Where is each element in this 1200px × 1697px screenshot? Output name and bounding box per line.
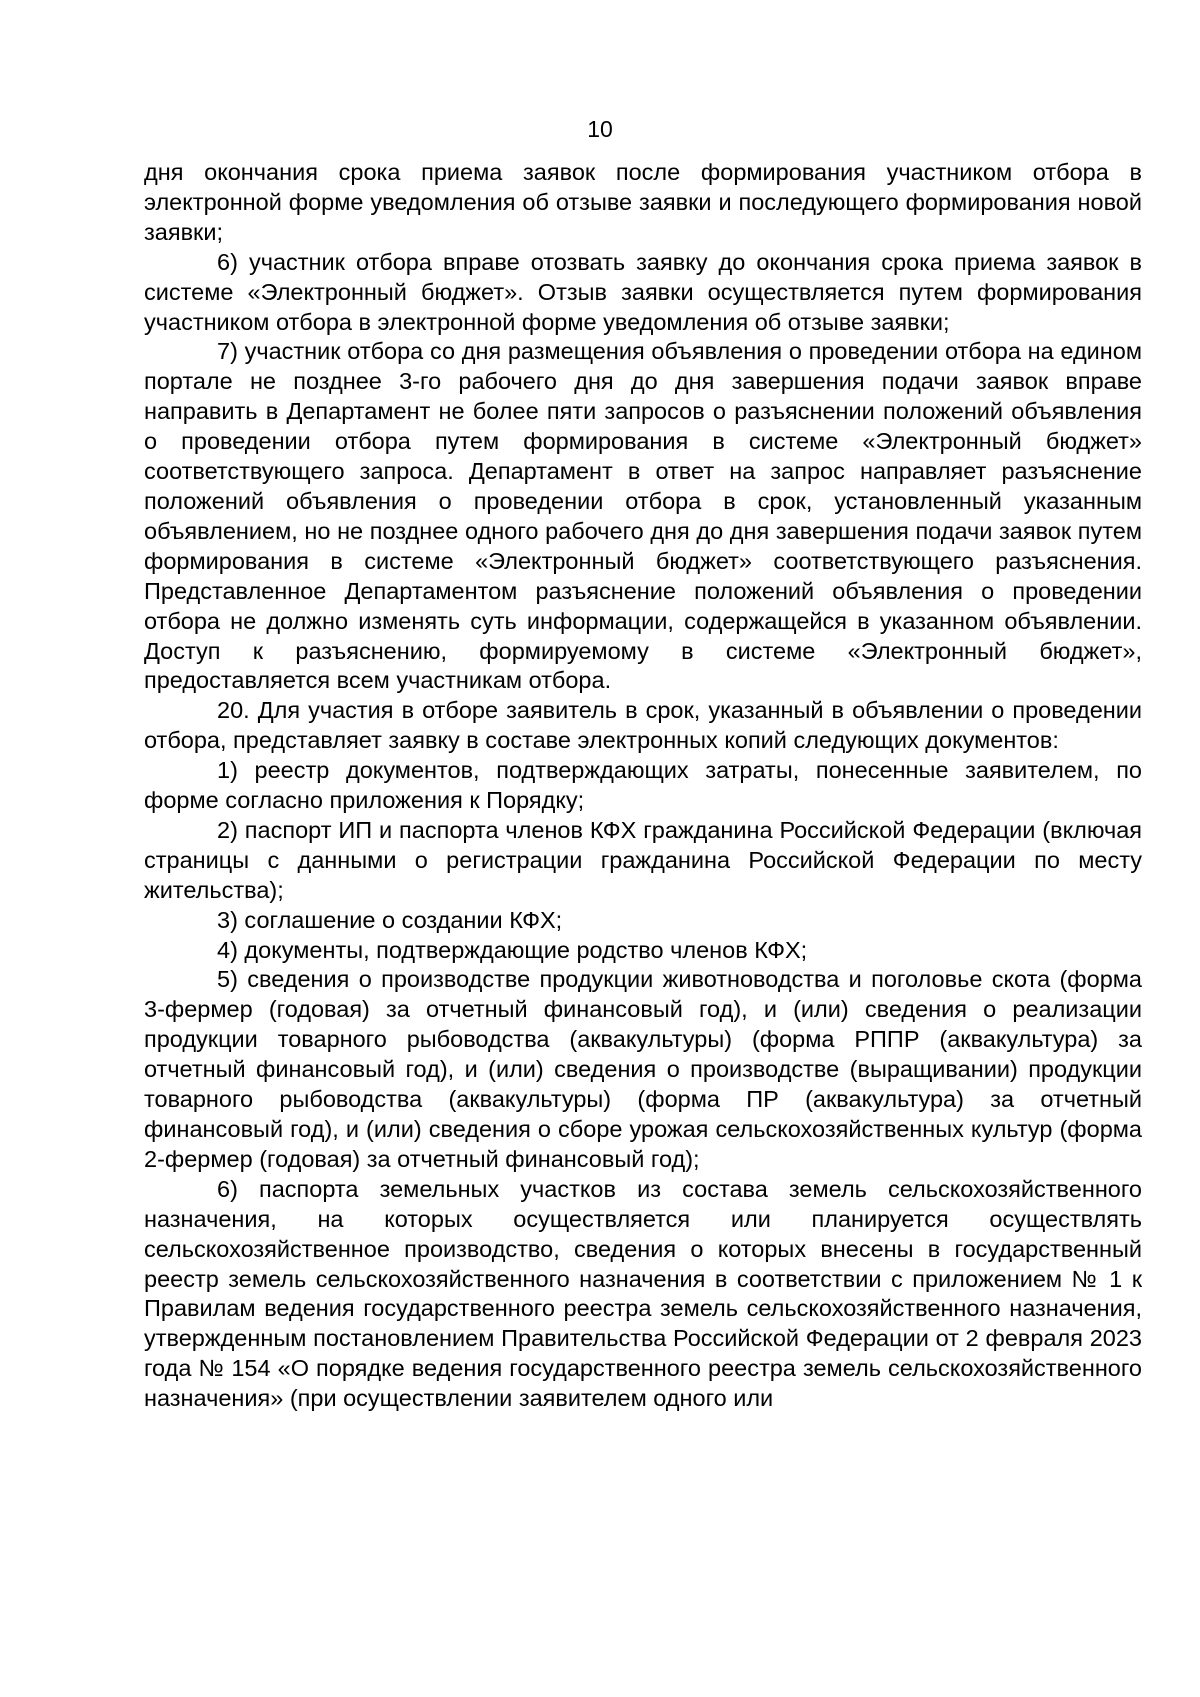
paragraph-doc-3-agreement: 3) соглашение о создании КФХ; [217,906,563,933]
paragraph-doc-4-kinship: 4) документы, подтверждающие родство членов КФХ; [217,936,808,963]
paragraph-continuation: дня окончания срока приема заявок после формирования участником отбора в электронной форме уведомления об отзыве заявки и последующего формирования новой заявки; [144,159,1142,245]
paragraph-item-7-clarification: 7) участник отбора со дня размещения объявления о проведении отбора на едином портале не позднее 3-го рабочего дня до дня завершения подачи заявок вправе направить в Департамент не более пяти запросов о разъяснении положений объявления о проведении отбора путем формирования в системе «Электронный бюджет» соответствующего запроса. Департамент в ответ на запрос направляет разъяснение положений объявления о проведении отбора в срок, установленный указанным объявлением, но не позднее одного рабочего дня до дня завершения подачи заявок путем формирования в системе «Электронный бюджет» соответствующего разъяснения. Представленное Департаментом разъяснение положений объявления о проведении отбора не должно изменять суть информации, содержащейся в указанном объявлении. Доступ к разъяснению, формируемому в системе «Электронный бюджет», предоставляется всем участникам отбора. [144,338,1142,694]
paragraph-doc-6-land-passports: 6) паспорта земельных участков из состава земель сельскохозяйственного назначения, на которых осуществляется или планируется осуществлять сельскохозяйственное производство, сведения о которых внесены в государственный реестр земель сельскохозяйственного назначения в соответствии с приложением № 1 к Правилам ведения государственного реестра земель сельскохозяйственного назначения, утвержденным постановлением Правительства Российской Федерации от 2 февраля 2023 года № 154 «О порядке ведения государственного реестра земель сельскохозяйственного назначения» (при осуществлении заявителем одного или [144,1175,1142,1412]
paragraph-doc-2-passports: 2) паспорт ИП и паспорта членов КФХ гражданина Российской Федерации (включая страницы с данными о регистрации гражданина Российской Федерации по месту жительства); [144,816,1142,903]
document-body [144,158,1142,1414]
paragraph-doc-1-registry: 1) реестр документов, подтверждающих затраты, понесенные заявителем, по форме согласно приложения к Порядку; [144,757,1142,814]
paragraph-item-6-withdrawal: 6) участник отбора вправе отозвать заявку до окончания срока приема заявок в системе «Электронный бюджет». Отзыв заявки осуществляется путем формирования участником отбора в электронной форме уведомления об отзыве заявки; [144,248,1142,335]
page-number: 10 [587,116,613,142]
paragraph-doc-5-production-info: 5) сведения о производстве продукции животноводства и поголовье скота (форма 3-фермер (годовая) за отчетный финансовый год), и (или) сведения о реализации продукции товарного рыбоводства (аквакультуры) (форма РППР (аквакультура) за отчетный финансовый год), и (или) сведения о производстве (выращивании) продукции товарного рыбоводства (аквакультуры) (форма ПР (аквакультура) за отчетный финансовый год), и (или) сведения о сборе урожая сельскохозяйственных культур (форма 2-фермер (годовая) за отчетный финансовый год); [144,966,1142,1172]
paragraph-clause-20: 20. Для участия в отборе заявитель в срок, указанный в объявлении о проведении отбора, представляет заявку в составе электронных копий следующих документов: [144,697,1142,754]
